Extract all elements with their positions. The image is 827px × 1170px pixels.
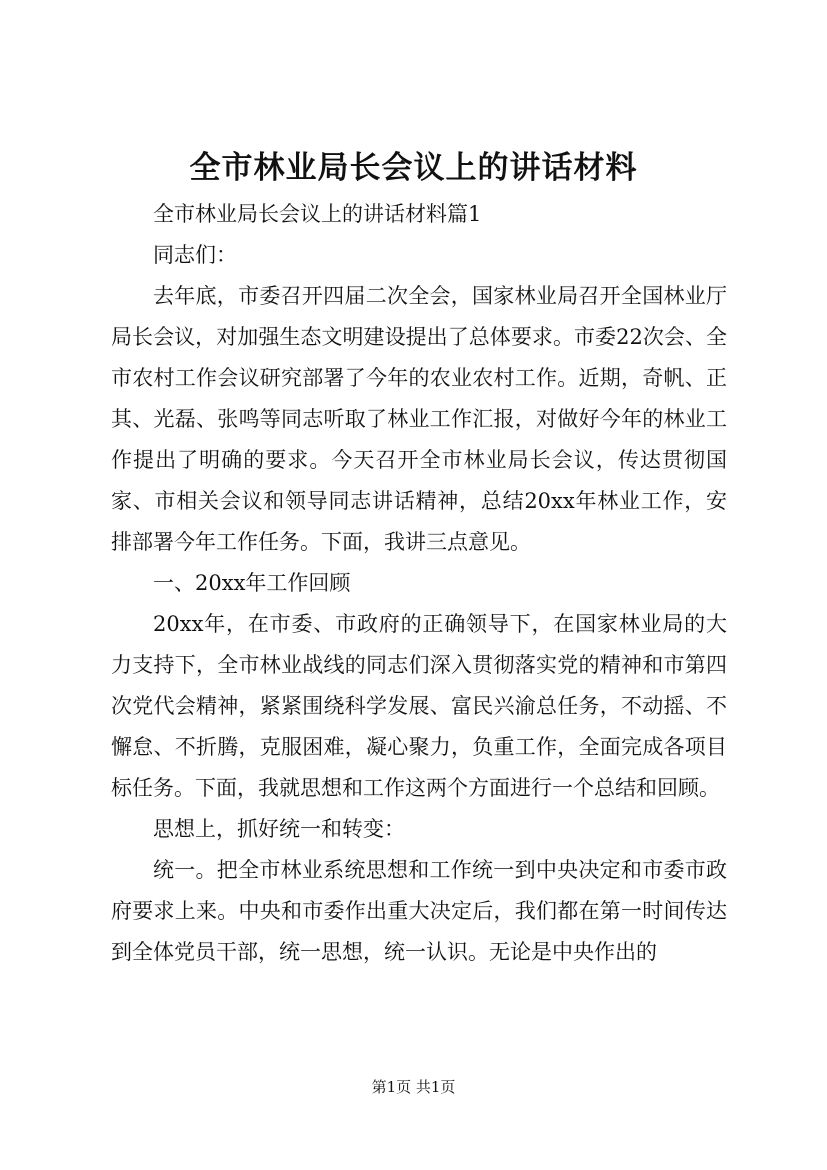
body-paragraph: 20xx年，在市委、市政府的正确领导下，在国家林业局的大力支持下，全市林业战线的同志们深入贯彻落实党的精神和市第四次党代会精神，紧紧围绕科学发展、富民兴渝总任务，不动摇、不懈怠、不折腾，克服困难，凝心聚力，负重工作，全面完成各项目标任务。下面，我就思想和工作这两个方面进行一个总结和回顾。 <box>111 612 727 800</box>
section-heading: 全市林业局长会议上的讲话材料篇1 <box>153 202 482 226</box>
section-heading: 一、20xx年工作回顾 <box>153 571 351 595</box>
body-paragraph: 统一。把全市林业系统思想和工作统一到中央决定和市委市政府要求上来。中央和市委作出重大决定后，我们都在第一时间传达到全体党员干部，统一思想，统一认识。无论是中央作出的 <box>111 858 727 964</box>
document-title: 全市林业局长会议上的讲话材料 <box>189 150 638 186</box>
subheading: 思想上，抓好统一和转变： <box>153 817 405 841</box>
body-paragraph: 去年底，市委召开四届二次全会，国家林业局召开全国林业厅局长会议，对加强生态文明建设提出了总体要求。市委22次会、全市农村工作会议研究部署了今年的农业农村工作。近期，奇帆、正其、光磊、张鸣等同志听取了林业工作汇报，对做好今年的林业工作提出了明确的要求。今天召开全市林业局长会议，传达贯彻国家、市相关会议和领导同志讲话精神，总结20xx年林业工作，安排部署今年工作任务。下面，我讲三点意见。 <box>111 284 727 554</box>
page-footer: 第1页 共1页 <box>371 1078 456 1096</box>
document-body <box>111 194 727 973</box>
salutation: 同志们： <box>153 243 237 267</box>
